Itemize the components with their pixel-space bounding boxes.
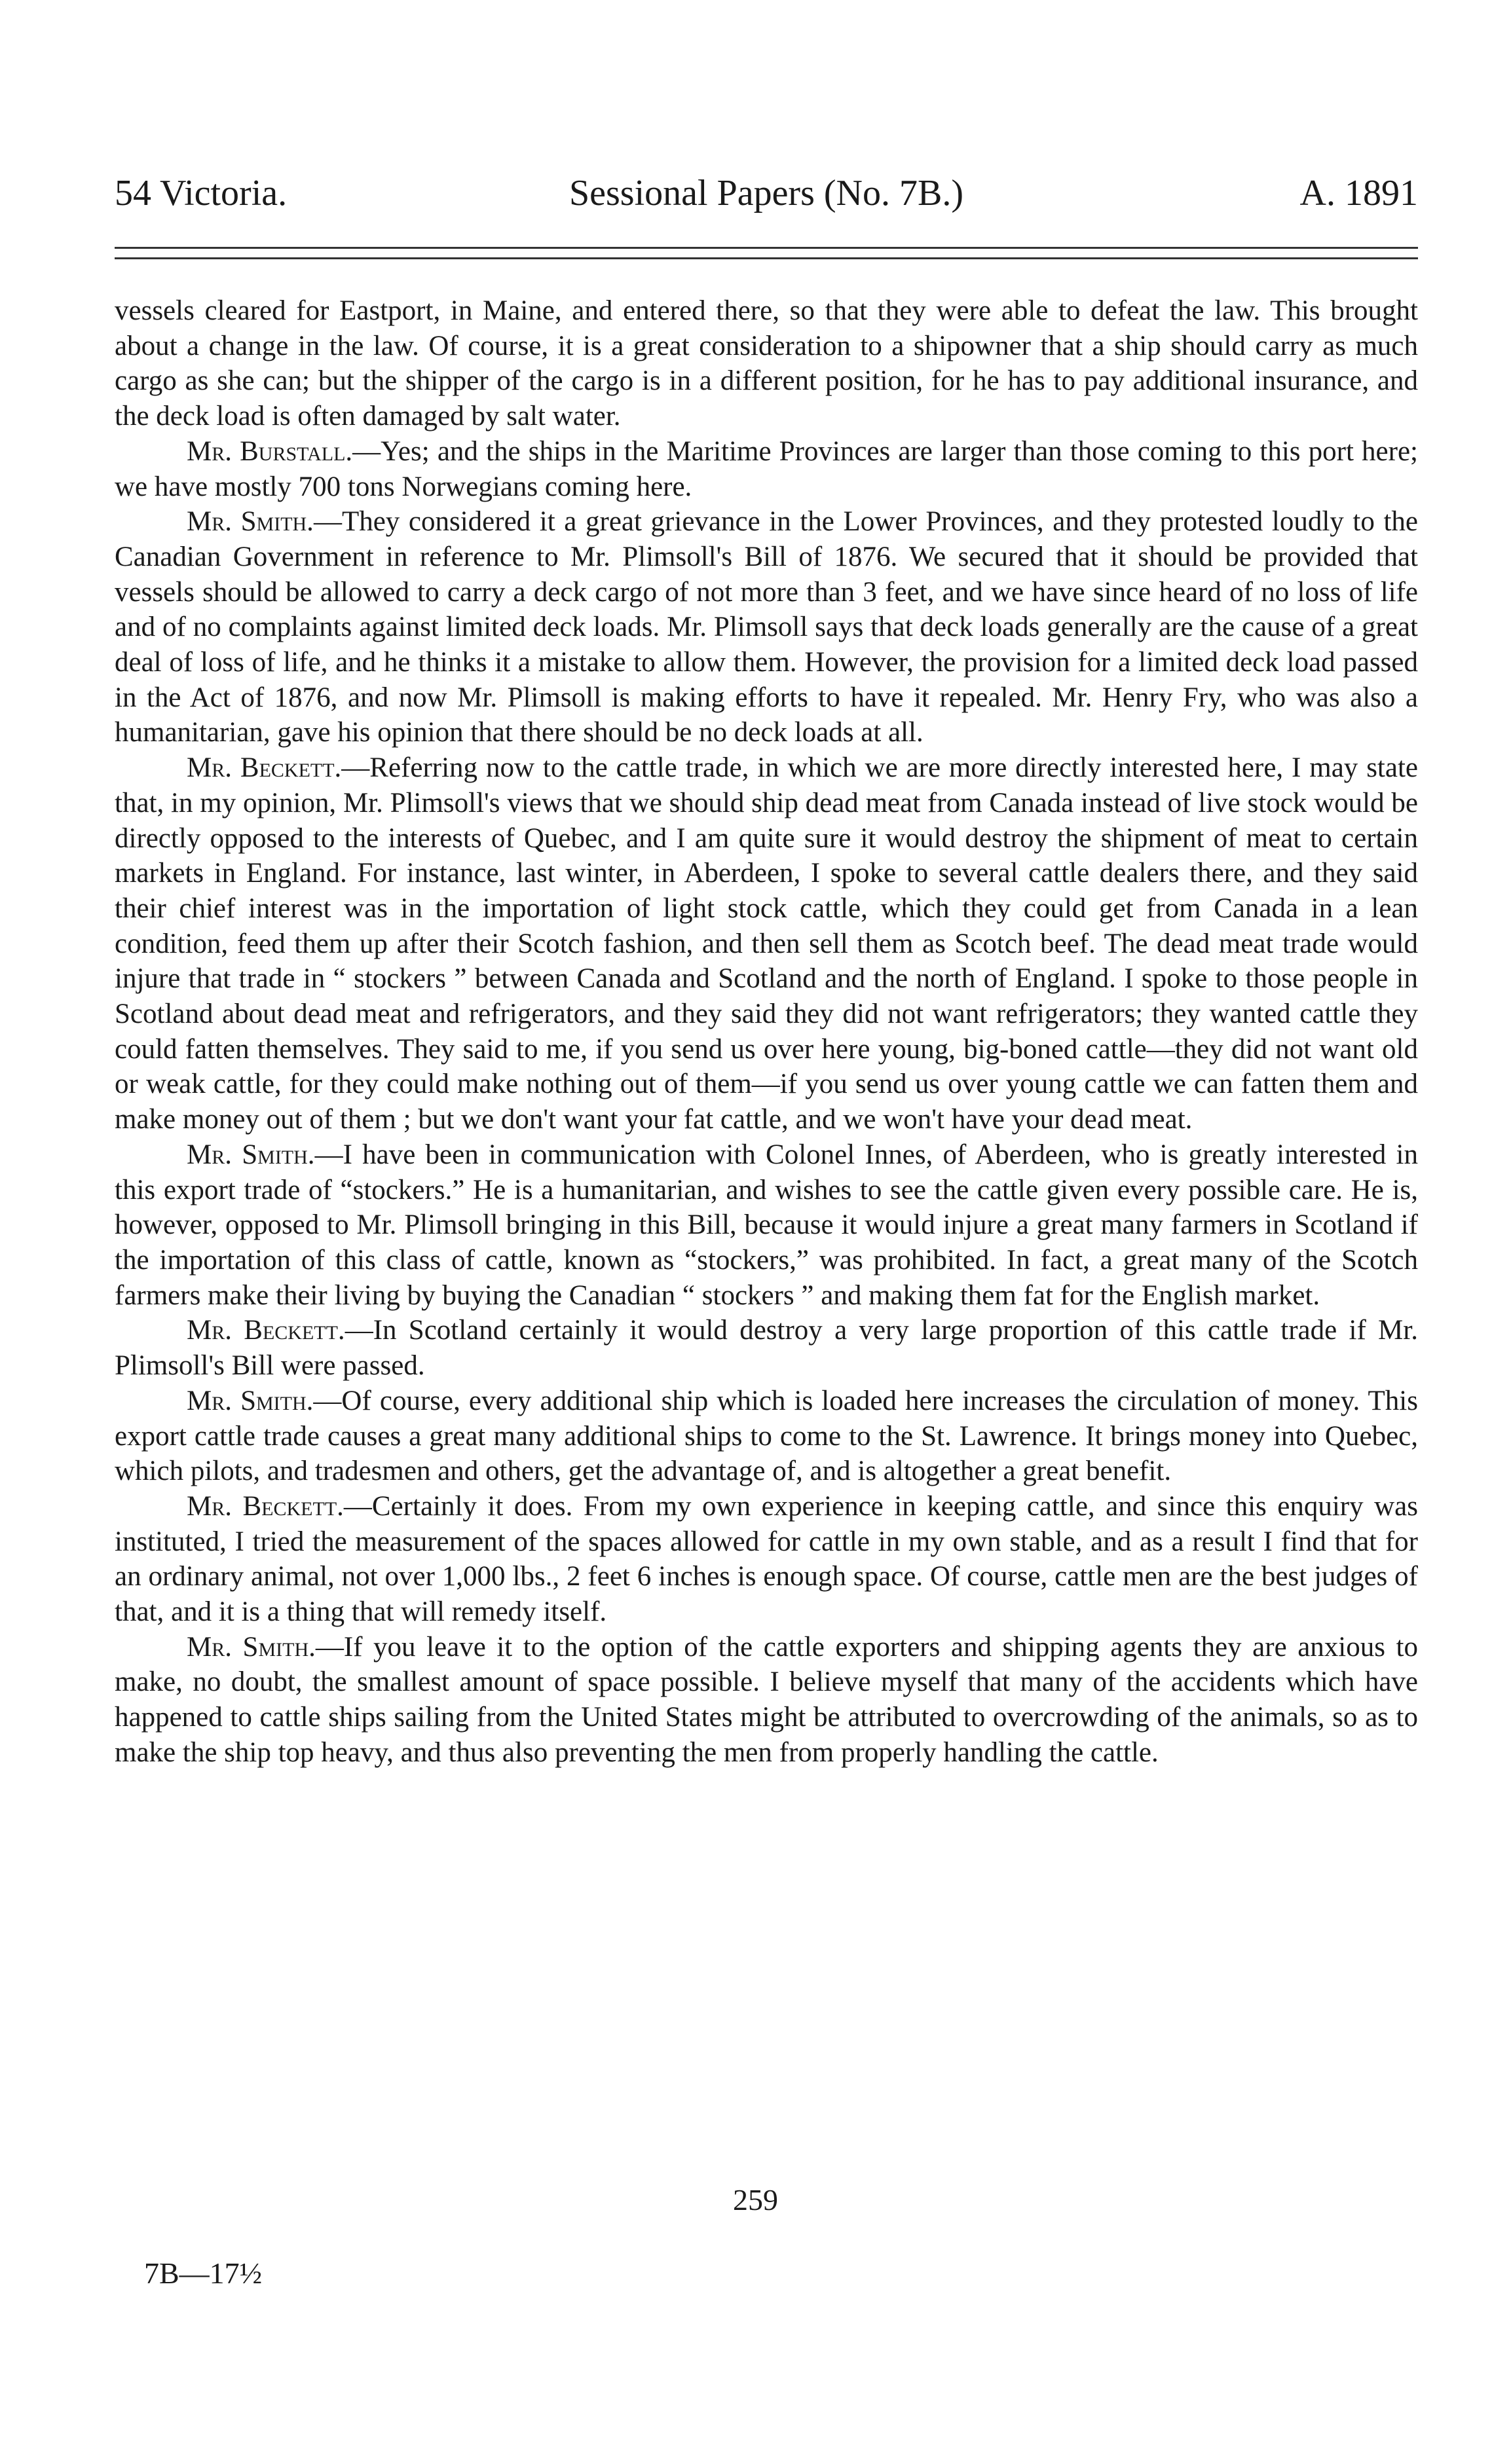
speaker-name: Mr. Smith. <box>187 1385 314 1416</box>
header-left: 54 Victoria. <box>115 173 288 213</box>
paragraph-text: —Of course, every additional ship which is loaded here increases the circulation of money. This export cattle trade causes a great many additional ships to come to the St. Lawrence. It brings money into Quebec, which pilots, and tradesmen and others, get the advantage of, and is altogether a great benefit. <box>115 1385 1418 1487</box>
speaker-name: Mr. Smith. <box>187 1139 315 1170</box>
paragraph <box>115 504 1418 750</box>
body-text <box>115 293 1418 1771</box>
signature-mark: 7B—17½ <box>144 2256 263 2290</box>
paragraph <box>115 750 1418 1137</box>
speaker-name: Mr. Smith. <box>187 1631 316 1663</box>
header-center: Sessional Papers (No. 7B.) <box>569 173 963 213</box>
header-rule-bottom <box>115 257 1418 259</box>
paragraph <box>115 434 1418 504</box>
header-right: A. 1891 <box>1299 173 1418 213</box>
paragraph-text: —I have been in communication with Colonel Innes, of Aberdeen, who is greatly interested in this export trade of “stockers.” He is a humanitarian, and wishes to see the cattle given every possible care. He is, however, opposed to Mr. Plimsoll bringing in this Bill, because it would injure a great many farmers in Scotland if the importation of this class of cattle, known as “stockers,” was prohibited. In fact, a great many of the Scotch farmers make their living by buying the Canadian “ stockers ” and making them fat for the English market. <box>115 1139 1418 1311</box>
speaker-name: Mr. Beckett. <box>187 1490 344 1522</box>
paragraph <box>115 293 1418 434</box>
paragraph <box>115 1630 1418 1771</box>
speaker-name: Mr. Beckett. <box>187 752 342 784</box>
speaker-name: Mr. Smith. <box>187 506 314 538</box>
paragraph-text: —Referring now to the cattle trade, in which we are more directly interested here, I may state that, in my opinion, Mr. Plimsoll's views that we should ship dead meat from Canada instead of live stock would be directly opposed to the interests of Quebec, and I am quite sure it would destroy the shipment of meat to certain markets in England. For instance, last winter, in Aberdeen, I spoke to several cattle dealers there, and they said their chief interest was in the importation of light stock cattle, which they could get from Canada in a lean condition, feed them up after their Scotch fashion, and then sell them as Scotch beef. The dead meat trade would injure that trade in “ stockers ” between Canada and Scotland and the north of England. I spoke to those people in Scotland about dead meat and refrigerators, and they said they did not want refrigerators; they wanted cattle they could fatten themselves. They said to me, if you send us over here young, big-boned cattle—they did not want old or weak cattle, for they could make nothing out of them—if you send us over young cattle we can fatten them and make money out of them ; but we don't want your fat cattle, and we won't have your dead meat. <box>115 752 1418 1135</box>
header-rule-top <box>115 247 1418 249</box>
paragraph-text: —They considered it a great grievance in the Lower Provinces, and they protested loudly to the Canadian Government in reference to Mr. Plimsoll's Bill of 1876. We secured that it should be provided that vessels should be allowed to carry a deck cargo of not more than 3 feet, and we have since heard of no loss of life and of no complaints against limited deck loads. Mr. Plimsoll says that deck loads generally are the cause of a great deal of loss of life, and he thinks it a mistake to allow them. However, the provision for a limited deck load passed in the Act of 1876, and now Mr. Plimsoll is making efforts to have it repealed. Mr. Henry Fry, who was also a humanitarian, gave his opinion that there should be no deck loads at all. <box>115 506 1418 748</box>
paragraph <box>115 1137 1418 1314</box>
paragraph-text: vessels cleared for Eastport, in Maine, and entered there, so that they were able to defeat the law. This brought about a change in the law. Of course, it is a great consideration to a shipowner that a ship should carry as much cargo as she can; but the shipper of the cargo is in a different position, for he has to pay additional insurance, and the deck load is often damaged by salt water. <box>115 295 1418 432</box>
paragraph <box>115 1384 1418 1489</box>
speaker-name: Mr. Burstall. <box>187 435 353 467</box>
page-number: 259 <box>733 2183 778 2216</box>
paragraph-text: —If you leave it to the option of the cattle exporters and shipping agents they are anxious to make, no doubt, the smallest amount of space possible. I believe myself that many of the accidents which have happened to cattle ships sailing from the United States might be attributed to overcrowding of the animals, so as to make the ship top heavy, and thus also preventing the men from properly handling the cattle. <box>115 1631 1418 1768</box>
paragraph-text: —Yes; and the ships in the Maritime Provinces are larger than those coming to this port here; we have mostly 700 tons Norwegians coming here. <box>115 435 1418 502</box>
paragraph-text: —Certainly it does. From my own experience in keeping cattle, and since this enquiry was instituted, I tried the measurement of the spaces allowed for cattle in my own stable, and as a result I find that for an ordinary animal, not over 1,000 lbs., 2 feet 6 inches is enough space. Of course, cattle men are the best judges of that, and it is a thing that will remedy itself. <box>115 1490 1418 1628</box>
paragraph-text: —In Scotland certainly it would destroy a very large proportion of this cattle trade if Mr. Plimsoll's Bill were passed. <box>115 1315 1418 1382</box>
paragraph <box>115 1313 1418 1383</box>
speaker-name: Mr. Beckett. <box>187 1315 345 1346</box>
paragraph <box>115 1489 1418 1630</box>
page-header <box>115 167 1418 219</box>
